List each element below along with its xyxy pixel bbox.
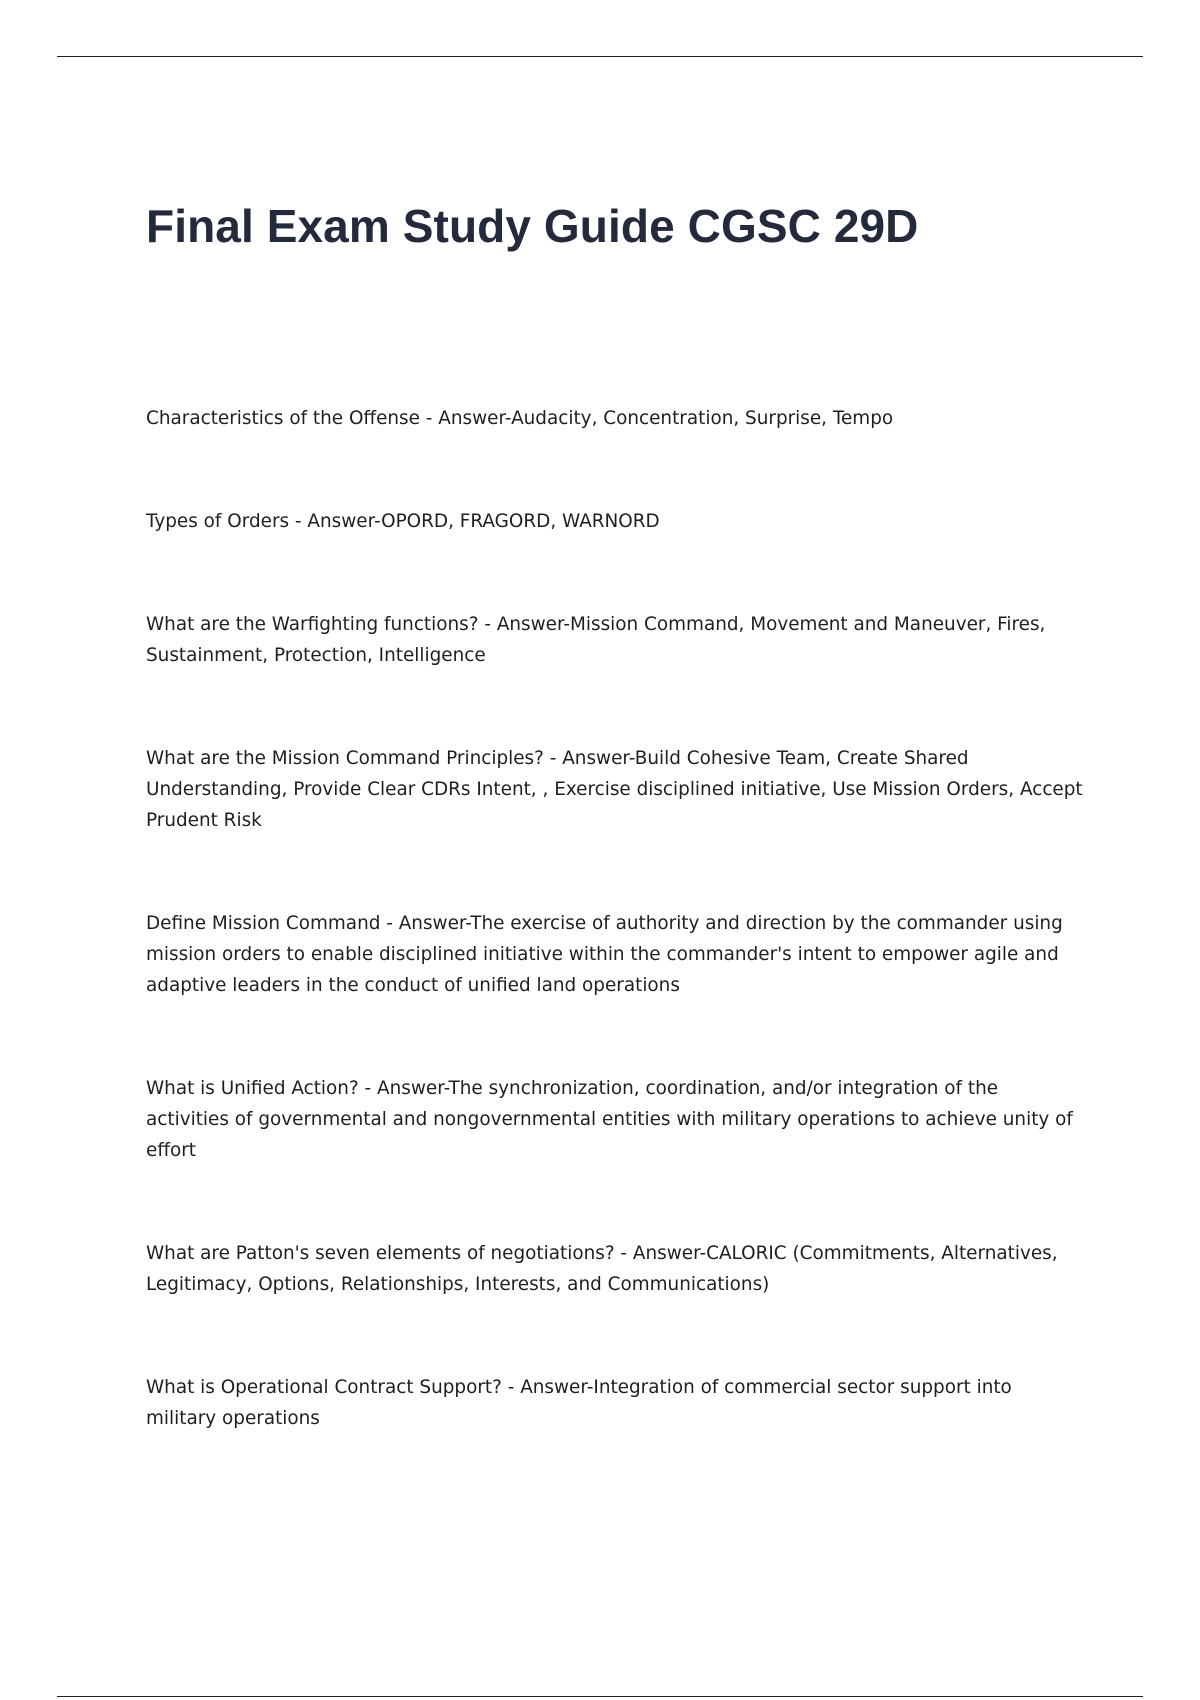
- qa-entry-warfighting-functions: What are the Warfighting functions? - Answer-Mission Command, Movement and Maneuver, Fires, Sustainment, Protection, Intelligence: [146, 614, 1046, 666]
- document-title: Final Exam Study Guide CGSC 29D: [146, 200, 919, 252]
- qa-entry-operational-contract-support: What is Operational Contract Support? - Answer-Integration of commercial sector support into military operations: [146, 1377, 1012, 1429]
- qa-list: [146, 403, 1086, 1434]
- qa-entry-mission-command-principles: What are the Mission Command Principles? - Answer-Build Cohesive Team, Create Shared Understanding, Provide Clear CDRs Intent, , Exercise disciplined initiative, Use Mission Orders, Accept Prudent Risk: [146, 748, 1083, 831]
- footer-rule: [57, 1696, 1143, 1697]
- qa-entry-unified-action: What is Unified Action? - Answer-The synchronization, coordination, and/or integration of the activities of governmental and nongovernmental entities with military operations to achieve unity of effort: [146, 1078, 1073, 1161]
- qa-entry-patton-negotiation-elements: What are Patton's seven elements of negotiations? - Answer-CALORIC (Commitments, Alternatives, Legitimacy, Options, Relationships, Interests, and Communications): [146, 1243, 1058, 1295]
- qa-entry-define-mission-command: Define Mission Command - Answer-The exercise of authority and direction by the commander using mission orders to enable disciplined initiative within the commander's intent to empower agile and adaptive leaders in the conduct of unified land operations: [146, 913, 1063, 996]
- qa-entry-offense-characteristics: Characteristics of the Offense - Answer-Audacity, Concentration, Surprise, Tempo: [146, 408, 894, 429]
- header-rule: [57, 56, 1143, 57]
- qa-entry-types-of-orders: Types of Orders - Answer-OPORD, FRAGORD, WARNORD: [146, 511, 660, 532]
